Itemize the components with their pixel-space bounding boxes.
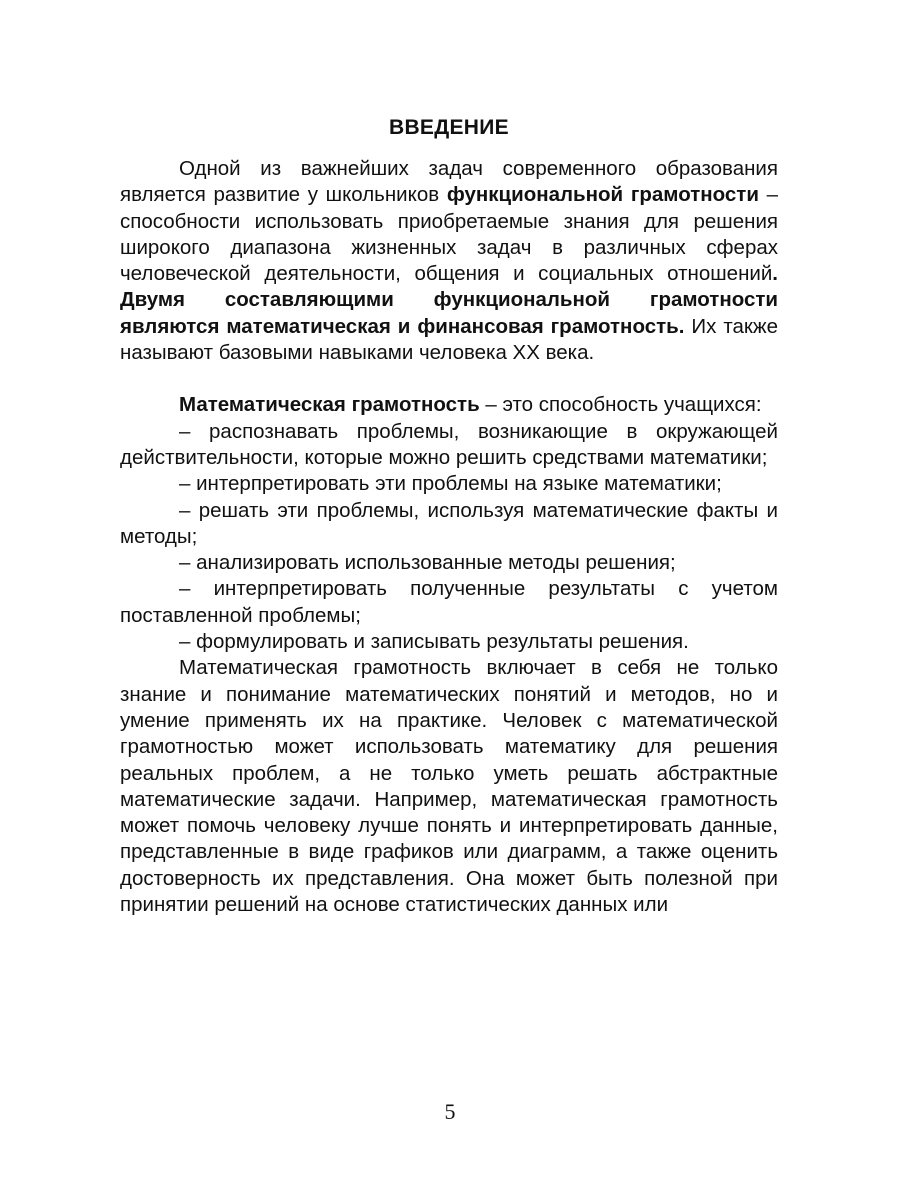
list-item: – анализировать использованные методы решения; [179,551,676,575]
list-item: – формулировать и записывать результаты решения. [179,630,689,654]
page-title: ВВЕДЕНИЕ [389,116,509,139]
intro-text-2: – способности использовать приобретаемые знания для решения широкого диапазона жизненных задач в различных сферах человеческой деятельности, общения и социальных отношений [120,183,778,286]
intro-text-1: Одной из важнейших задач современного образования является развитие у школьников [120,157,778,207]
intro-bold-2: . Двумя составляющими функциональной грамотности являются математическая и финансовая грамотность. [120,262,778,338]
list-item: – интерпретировать полученные результаты с учетом поставленной проблемы; [120,577,778,627]
body-text [120,156,778,918]
definition-term: Математическая грамотность [179,393,480,417]
definition-paragraph [120,392,778,418]
intro-text-3: Их также называют базовыми навыками человека XX века. [120,314,778,365]
list-item: – решать эти проблемы, используя математические факты и методы; [120,498,778,548]
paragraph-gap [120,366,778,392]
list-item: – распознавать проблемы, возникающие в окружающей действительности, которые можно решить средствами математики; [120,419,778,469]
definition-rest: – это способность учащихся: [479,393,762,417]
intro-paragraph [120,156,778,366]
list-item: – интерпретировать эти проблемы на языке математики; [179,472,722,496]
closing-paragraph: Математическая грамотность включает в себя не только знание и понимание математических понятий и методов, но и умение применять их на практике. Человек с математической грамотностью может использовать математику для решения реальных проблем, а не только уметь решать абстрактные математические задачи. Например, математическая грамотность может помочь человеку лучше понять и интерпретировать данные, представленные в виде графиков или диаграмм, а также оценить достоверность их представления. Она может быть полезной при принятии решений на основе статистических данных или [120,656,778,917]
page-number: 5 [444,1099,456,1124]
page-content [120,108,778,918]
intro-bold-1: функциональной грамотности [446,183,759,207]
